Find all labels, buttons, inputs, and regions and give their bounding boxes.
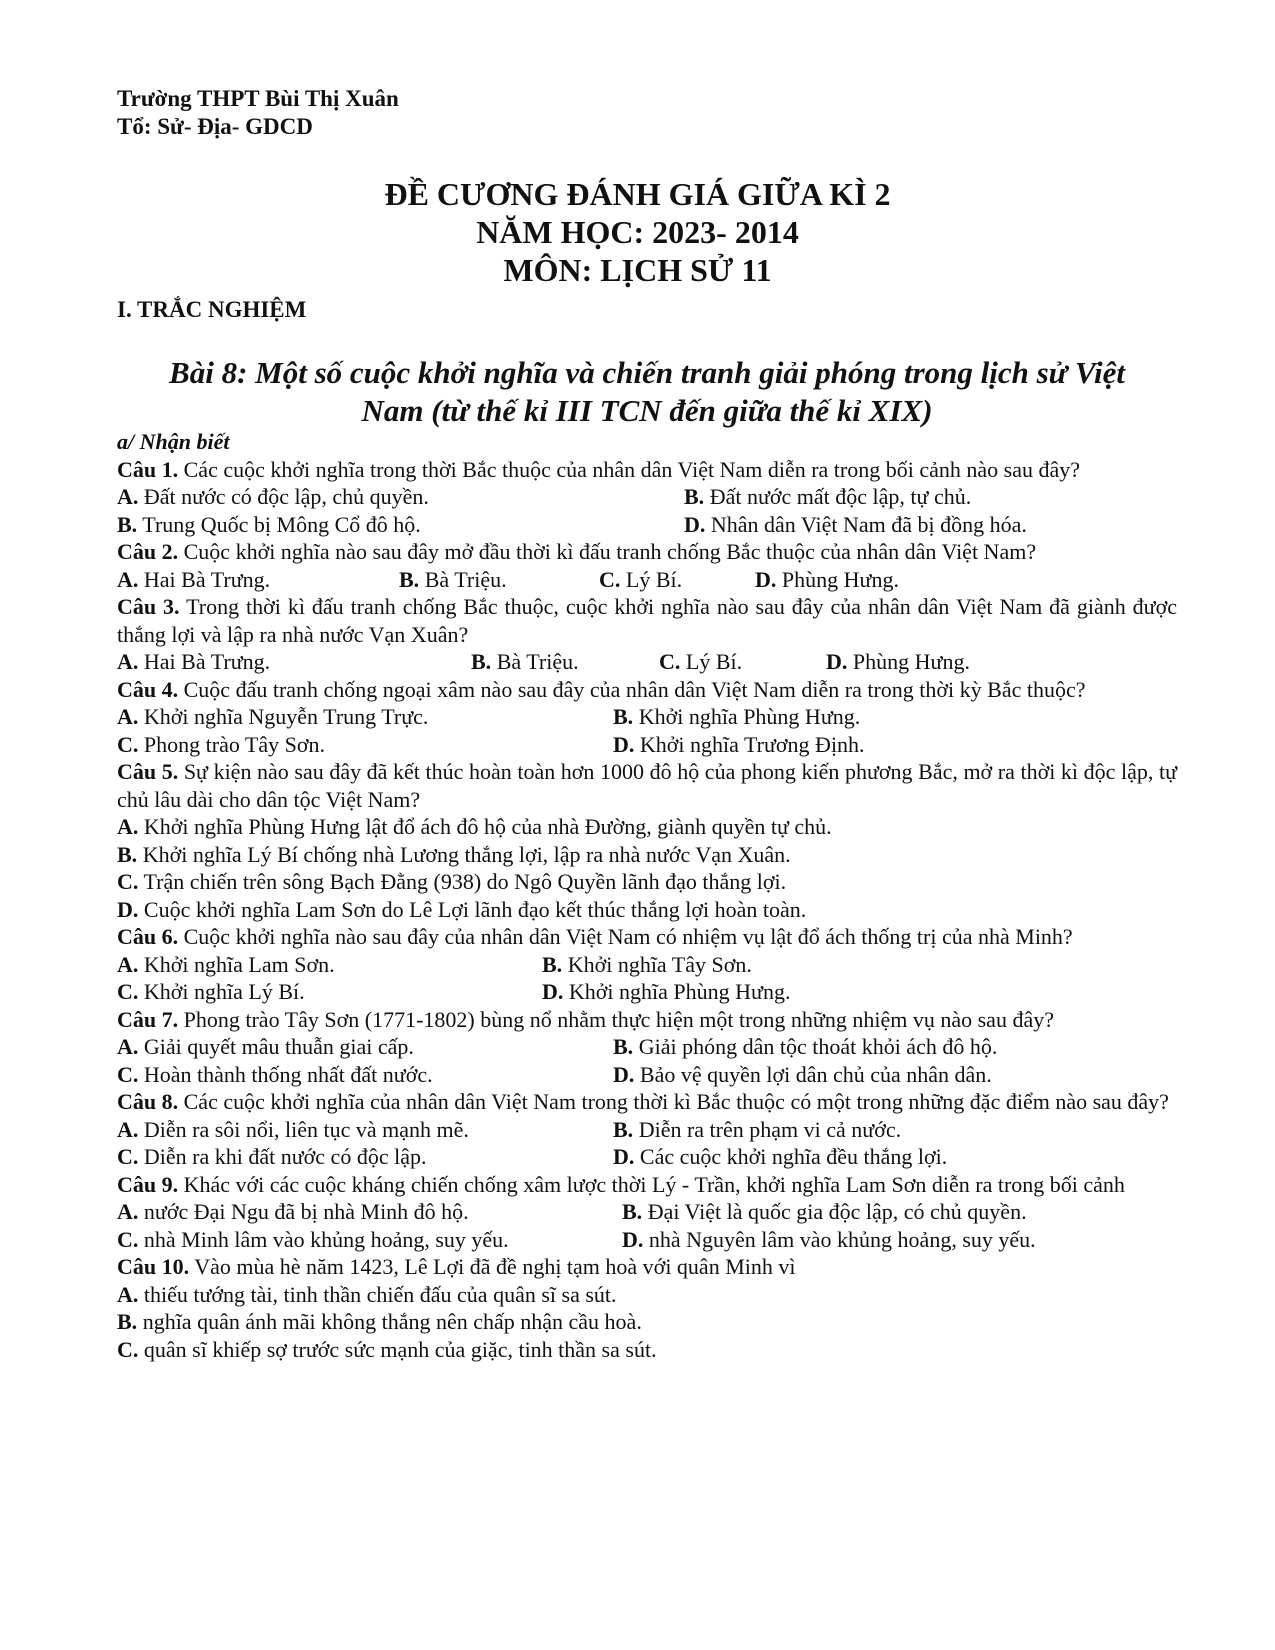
option-a bbox=[117, 813, 1177, 841]
option-d bbox=[613, 1061, 992, 1089]
option-text: Giải quyết mâu thuẫn giai cấp. bbox=[138, 1034, 414, 1059]
option-text: Các cuộc khởi nghĩa đều thắng lợi. bbox=[634, 1144, 948, 1169]
section-heading: I. TRẮC NGHIỆM bbox=[117, 297, 307, 322]
school-name: Trường THPT Bùi Thị Xuân bbox=[117, 86, 399, 111]
options-row bbox=[117, 566, 1177, 594]
option-letter: C. bbox=[117, 1144, 139, 1169]
option-text: Khởi nghĩa Phùng Hưng. bbox=[563, 979, 791, 1004]
option-letter: C. bbox=[117, 869, 139, 894]
option-letter: D. bbox=[613, 731, 635, 757]
question-text: Sự kiện nào sau đây đã kết thúc hoàn toàn hơn 1000 đô hộ của phong kiến phương Bắc, mở ra thời kì độc lập, tự chủ lâu dài cho dân tộc Việt Nam? bbox=[117, 759, 1177, 812]
option-letter: D. bbox=[613, 1144, 635, 1169]
option-letter: A. bbox=[117, 951, 139, 977]
question-number: Câu 6. bbox=[117, 924, 179, 949]
option-letter: C. bbox=[117, 1336, 139, 1362]
option-a bbox=[117, 1033, 613, 1061]
question-8 bbox=[117, 1088, 1177, 1116]
option-text: Đất nước mất độc lập, tự chủ. bbox=[704, 484, 972, 509]
lesson-title bbox=[117, 354, 1177, 430]
options-row bbox=[117, 1033, 1177, 1061]
option-letter: A. bbox=[117, 814, 139, 839]
option-letter: D. bbox=[755, 566, 777, 592]
question-2 bbox=[117, 538, 1177, 566]
question-text: Các cuộc khởi nghĩa trong thời Bắc thuộc của nhân dân Việt Nam diễn ra trong bối cảnh nào sau đây? bbox=[178, 456, 1081, 482]
option-b bbox=[613, 1033, 997, 1061]
option-d bbox=[542, 978, 790, 1006]
option-text: nước Đại Ngu đã bị nhà Minh đô hộ. bbox=[138, 1199, 469, 1224]
question-number: Câu 4. bbox=[117, 676, 179, 702]
question-text: Cuộc khởi nghĩa nào sau đây của nhân dân Việt Nam có nhiệm vụ lật đổ ách thống trị của nhà Minh? bbox=[178, 924, 1073, 949]
question-5 bbox=[117, 758, 1177, 813]
option-letter: C. bbox=[659, 649, 681, 674]
option-text: Lý Bí. bbox=[680, 649, 743, 674]
option-letter: B. bbox=[117, 1309, 138, 1334]
option-letter: C. bbox=[599, 566, 621, 592]
option-b bbox=[613, 1116, 901, 1144]
option-letter: B. bbox=[471, 649, 492, 674]
options-row bbox=[117, 648, 1177, 676]
option-text: Hai Bà Trưng. bbox=[138, 566, 271, 592]
option-c bbox=[117, 1061, 613, 1089]
question-text: Phong trào Tây Sơn (1771-1802) bùng nổ nhằm thực hiện một trong những nhiệm vụ nào sau đây? bbox=[178, 1006, 1054, 1032]
question-list bbox=[117, 428, 1177, 1363]
option-text: Khởi nghĩa Lý Bí. bbox=[138, 979, 305, 1004]
option-c bbox=[117, 731, 613, 759]
option-letter: C. bbox=[117, 1226, 139, 1252]
question-1 bbox=[117, 456, 1177, 484]
options-row bbox=[117, 511, 1177, 539]
question-number: Câu 5. bbox=[117, 759, 179, 784]
option-text: Phùng Hưng. bbox=[847, 649, 970, 674]
lesson-title-line1: Bài 8: Một số cuộc khởi nghĩa và chiến tranh giải phóng trong lịch sử Việt bbox=[169, 355, 1125, 390]
question-4 bbox=[117, 676, 1177, 704]
question-7 bbox=[117, 1006, 1177, 1034]
doc-title-line1: ĐỀ CƯƠNG ĐÁNH GIÁ GIỮA KÌ 2 bbox=[384, 176, 891, 212]
option-text: Trung Quốc bị Mông Cổ đô hộ. bbox=[137, 511, 421, 537]
option-text: Khởi nghĩa Phùng Hưng lật đổ ách đô hộ của nhà Đường, giành quyền tự chủ. bbox=[138, 814, 832, 839]
option-letter: B. bbox=[684, 484, 705, 509]
option-c bbox=[117, 1226, 622, 1254]
option-a bbox=[117, 648, 471, 676]
option-text: thiếu tướng tài, tinh thần chiến đấu của quân sĩ sa sút. bbox=[138, 1281, 617, 1307]
options-row bbox=[117, 1116, 1177, 1144]
option-letter: B. bbox=[399, 566, 420, 592]
option-c bbox=[599, 566, 755, 594]
options-row bbox=[117, 1061, 1177, 1089]
option-d bbox=[117, 896, 1177, 924]
option-letter: A. bbox=[117, 1281, 139, 1307]
option-text: Hoàn thành thống nhất đất nước. bbox=[138, 1061, 433, 1087]
option-text: Bà Triệu. bbox=[491, 649, 579, 674]
option-text: Hai Bà Trưng. bbox=[138, 649, 271, 674]
option-a bbox=[117, 951, 542, 979]
option-letter: B. bbox=[117, 511, 138, 537]
option-letter: D. bbox=[684, 511, 706, 537]
option-a bbox=[117, 566, 399, 594]
option-text: Khởi nghĩa Tây Sơn. bbox=[562, 951, 752, 977]
option-letter: D. bbox=[613, 1061, 635, 1087]
option-text: Diễn ra khi đất nước có độc lập. bbox=[138, 1144, 427, 1169]
option-text: Diễn ra trên phạm vi cả nước. bbox=[633, 1116, 902, 1142]
option-letter: B. bbox=[117, 841, 138, 867]
option-b bbox=[471, 648, 659, 676]
question-number: Câu 8. bbox=[117, 1089, 179, 1114]
option-letter: D. bbox=[542, 979, 564, 1004]
question-number: Câu 2. bbox=[117, 539, 179, 564]
option-c bbox=[659, 648, 826, 676]
option-text: nhà Minh lâm vào khủng hoảng, suy yếu. bbox=[138, 1226, 509, 1252]
option-b bbox=[117, 1308, 1177, 1336]
option-d bbox=[684, 511, 1027, 539]
option-letter: B. bbox=[542, 951, 563, 977]
option-text: Nhân dân Việt Nam đã bị đồng hóa. bbox=[705, 511, 1027, 537]
option-a bbox=[117, 483, 684, 511]
option-letter: D. bbox=[622, 1226, 644, 1252]
option-c bbox=[117, 511, 684, 539]
options-row bbox=[117, 1198, 1177, 1226]
option-b bbox=[542, 951, 752, 979]
doc-title-line3: MÔN: LỊCH SỬ 11 bbox=[503, 252, 772, 288]
question-text: Các cuộc khởi nghĩa của nhân dân Việt Nam trong thời kì Bắc thuộc có một trong những đặc điểm nào sau đây? bbox=[178, 1089, 1169, 1114]
question-3 bbox=[117, 593, 1177, 648]
options-row bbox=[117, 1226, 1177, 1254]
option-text: Khởi nghĩa Lý Bí chống nhà Lương thắng lợi, lập ra nhà nước Vạn Xuân. bbox=[137, 841, 791, 867]
option-letter: C. bbox=[117, 731, 139, 757]
options-row bbox=[117, 731, 1177, 759]
option-text: Phùng Hưng. bbox=[776, 566, 899, 592]
option-letter: D. bbox=[117, 896, 139, 922]
option-letter: A. bbox=[117, 1034, 139, 1059]
options-row bbox=[117, 1143, 1177, 1171]
question-text: Khác với các cuộc kháng chiến chống xâm lược thời Lý - Trần, khởi nghĩa Lam Sơn diễn ra trong bối cảnh bbox=[178, 1171, 1125, 1197]
question-number: Câu 7. bbox=[117, 1006, 179, 1032]
option-text: Đại Việt là quốc gia độc lập, có chủ quyền. bbox=[642, 1199, 1027, 1224]
option-letter: C. bbox=[117, 1061, 139, 1087]
option-d bbox=[613, 731, 865, 759]
options-row bbox=[117, 703, 1177, 731]
option-letter: B. bbox=[622, 1199, 643, 1224]
option-a bbox=[117, 1281, 1177, 1309]
option-letter: C. bbox=[117, 979, 139, 1004]
question-number: Câu 1. bbox=[117, 456, 179, 482]
option-text: Lý Bí. bbox=[620, 566, 683, 592]
doc-title-line2: NĂM HỌC: 2023- 2014 bbox=[476, 214, 799, 250]
option-letter: D. bbox=[826, 649, 848, 674]
option-text: Phong trào Tây Sơn. bbox=[138, 731, 326, 757]
option-text: Khởi nghĩa Trương Định. bbox=[634, 731, 865, 757]
question-number: Câu 10. bbox=[117, 1254, 190, 1279]
option-b bbox=[399, 566, 599, 594]
question-number: Câu 3. bbox=[117, 594, 180, 619]
option-letter: A. bbox=[117, 1199, 139, 1224]
option-text: Đất nước có độc lập, chủ quyền. bbox=[138, 484, 429, 509]
lesson-title-line2: Nam (từ thế kỉ III TCN đến giữa thế kỉ XIX) bbox=[361, 393, 933, 428]
option-text: Trận chiến trên sông Bạch Đằng (938) do Ngô Quyền lãnh đạo thắng lợi. bbox=[138, 869, 787, 894]
option-text: Cuộc khởi nghĩa Lam Sơn do Lê Lợi lãnh đạo kết thúc thắng lợi hoàn toàn. bbox=[138, 896, 807, 922]
department-name: Tổ: Sử- Địa- GDCD bbox=[117, 114, 313, 139]
option-letter: A. bbox=[117, 704, 139, 729]
option-d bbox=[622, 1226, 1036, 1254]
option-a bbox=[117, 1116, 613, 1144]
option-b bbox=[622, 1198, 1027, 1226]
option-b bbox=[684, 483, 971, 511]
option-text: nghĩa quân ánh mãi không thắng nên chấp nhận cầu hoà. bbox=[137, 1309, 642, 1334]
option-letter: A. bbox=[117, 1116, 139, 1142]
option-a bbox=[117, 703, 613, 731]
option-c bbox=[117, 1143, 613, 1171]
option-text: Khởi nghĩa Phùng Hưng. bbox=[633, 704, 861, 729]
option-letter: A. bbox=[117, 484, 139, 509]
option-text: Giải phóng dân tộc thoát khỏi ách đô hộ. bbox=[633, 1034, 998, 1059]
option-letter: A. bbox=[117, 649, 139, 674]
question-number: Câu 9. bbox=[117, 1171, 179, 1197]
question-9 bbox=[117, 1171, 1177, 1199]
option-text: Bà Triệu. bbox=[419, 566, 507, 592]
question-text: Vào mùa hè năm 1423, Lê Lợi đã đề nghị tạm hoà với quân Minh vì bbox=[189, 1254, 796, 1279]
question-text: Cuộc đấu tranh chống ngoại xâm nào sau đây của nhân dân Việt Nam diễn ra trong thời kỳ Bắc thuộc? bbox=[178, 676, 1086, 702]
option-letter: B. bbox=[613, 1034, 634, 1059]
option-b bbox=[613, 703, 860, 731]
option-letter: A. bbox=[117, 566, 139, 592]
option-text: quân sĩ khiếp sợ trước sức mạnh của giặc, tinh thần sa sút. bbox=[138, 1336, 657, 1362]
option-text: Khởi nghĩa Nguyễn Trung Trực. bbox=[138, 704, 429, 729]
options-row bbox=[117, 978, 1177, 1006]
question-text: Cuộc khởi nghĩa nào sau đây mở đầu thời kì đấu tranh chống Bắc thuộc của nhân dân Việt Nam? bbox=[178, 539, 1037, 564]
option-c bbox=[117, 1336, 1177, 1364]
level-heading: a/ Nhận biết bbox=[117, 429, 230, 454]
question-text: Trong thời kì đấu tranh chống Bắc thuộc, cuộc khởi nghĩa nào sau đây của nhân dân Việt Nam đã giành được thắng lợi và lập ra nhà nước Vạn Xuân? bbox=[117, 594, 1177, 647]
option-text: Khởi nghĩa Lam Sơn. bbox=[138, 951, 335, 977]
option-d bbox=[755, 566, 899, 594]
option-d bbox=[613, 1143, 947, 1171]
option-c bbox=[117, 978, 542, 1006]
question-10 bbox=[117, 1253, 1177, 1281]
options-row bbox=[117, 951, 1177, 979]
option-c bbox=[117, 868, 1177, 896]
option-letter: B. bbox=[613, 1116, 634, 1142]
option-text: Diễn ra sôi nổi, liên tục và mạnh mẽ. bbox=[138, 1116, 469, 1142]
question-6 bbox=[117, 923, 1177, 951]
option-text: Bảo vệ quyền lợi dân chủ của nhân dân. bbox=[634, 1061, 992, 1087]
option-text: nhà Nguyên lâm vào khủng hoảng, suy yếu. bbox=[643, 1226, 1036, 1252]
option-b bbox=[117, 841, 1177, 869]
option-a bbox=[117, 1198, 622, 1226]
option-d bbox=[826, 648, 970, 676]
option-letter: B. bbox=[613, 704, 634, 729]
options-row bbox=[117, 483, 1177, 511]
